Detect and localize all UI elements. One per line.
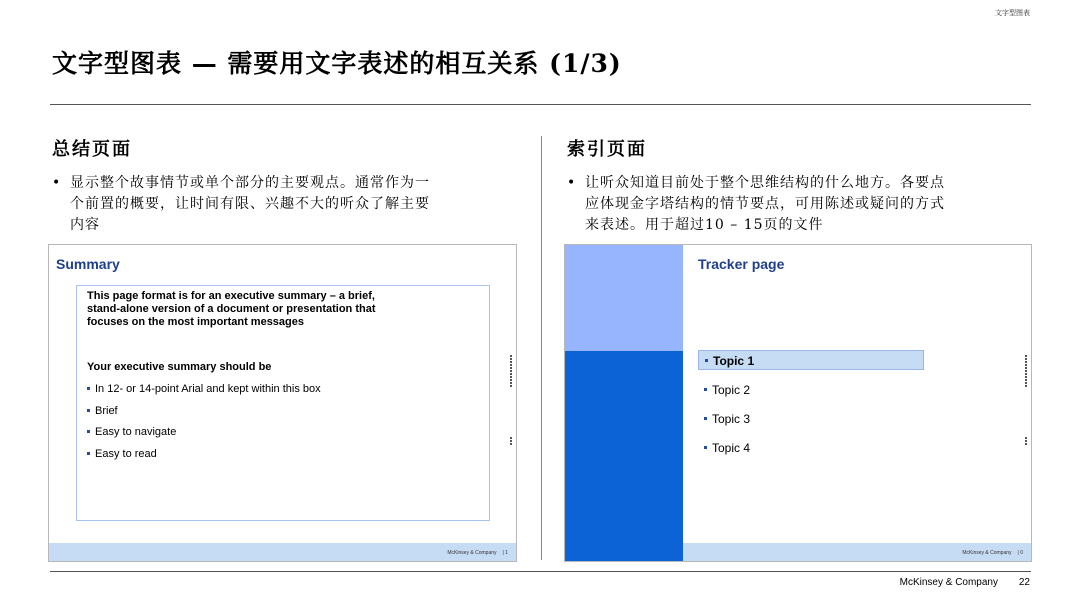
left-column-bullet bbox=[52, 173, 522, 239]
tracker-light-band bbox=[565, 245, 683, 351]
thumbnail-footer-page: | 0 bbox=[1017, 550, 1023, 556]
tracker-topic: Topic 4 bbox=[698, 438, 924, 458]
summary-intro bbox=[87, 290, 467, 329]
summary-thumbnail-footer bbox=[49, 543, 516, 561]
bullet-square-icon bbox=[87, 452, 90, 455]
bullet-square-icon bbox=[87, 409, 90, 412]
bullet-dot: • bbox=[567, 175, 577, 191]
tracker-heading: Tracker page bbox=[698, 256, 785, 272]
page-title: 文字型图表 — 需要用文字表述的相互关系 (1/3) bbox=[52, 49, 622, 78]
right-bullet-line-3: 来表述。用于超过10 – 15页的文件 bbox=[585, 217, 824, 233]
left-column-heading: 总结页面 bbox=[52, 139, 132, 160]
summary-item: Easy to read bbox=[87, 448, 157, 460]
tracker-thumbnail-footer bbox=[683, 543, 1031, 561]
bullet-dot: • bbox=[52, 175, 62, 191]
footer-brand: McKinsey & Company bbox=[899, 577, 998, 588]
side-tick-marks bbox=[510, 355, 513, 388]
summary-item: Brief bbox=[87, 405, 118, 417]
tracker-topic-active: Topic 1 bbox=[698, 350, 924, 370]
tracker-thumbnail bbox=[564, 244, 1032, 562]
right-column-heading: 索引页面 bbox=[567, 139, 647, 160]
title-divider bbox=[50, 104, 1031, 105]
tracker-topic: Topic 2 bbox=[698, 380, 924, 400]
side-tick-marks bbox=[1025, 437, 1028, 446]
summary-intro-line-1: This page format is for an executive summary – a brief, bbox=[87, 290, 375, 302]
summary-thumbnail bbox=[48, 244, 517, 562]
summary-item: In 12- or 14-point Arial and kept within this box bbox=[87, 383, 321, 395]
bullet-square-icon bbox=[705, 359, 708, 362]
footer-divider bbox=[50, 571, 1031, 572]
right-bullet-line-2: 应体现金字塔结构的情节要点，可用陈述或疑问的方式 bbox=[585, 196, 945, 212]
bullet-square-icon bbox=[704, 388, 707, 391]
left-bullet-line-1: 显示整个故事情节或单个部分的主要观点。通常作为一 bbox=[70, 175, 430, 191]
bullet-square-icon bbox=[704, 446, 707, 449]
footer-page-number: 22 bbox=[1018, 577, 1030, 588]
thumbnail-footer-brand: McKinsey & Company bbox=[447, 550, 497, 556]
bullet-square-icon bbox=[704, 417, 707, 420]
section-tracker-label: 文字型图表 bbox=[995, 9, 1030, 17]
bullet-square-icon bbox=[87, 430, 90, 433]
summary-content-box bbox=[76, 285, 490, 521]
summary-should-label: Your executive summary should be bbox=[87, 361, 272, 373]
column-divider bbox=[541, 136, 542, 560]
side-tick-marks bbox=[510, 437, 513, 446]
thumbnail-footer-brand: McKinsey & Company bbox=[962, 550, 1012, 556]
left-bullet-line-2: 个前置的概要，让时间有限、兴趣不大的听众了解主要 bbox=[70, 196, 430, 212]
left-bullet-line-3: 内容 bbox=[70, 217, 100, 233]
right-bullet-line-1: 让听众知道目前处于整个思维结构的什么地方。各要点 bbox=[585, 175, 945, 191]
thumbnail-footer-page: | 1 bbox=[502, 550, 508, 556]
bullet-square-icon bbox=[87, 387, 90, 390]
side-tick-marks bbox=[1025, 355, 1028, 388]
right-column-bullet bbox=[567, 173, 1037, 239]
summary-intro-line-2: stand-alone version of a document or presentation that bbox=[87, 303, 376, 315]
tracker-dark-band bbox=[565, 351, 683, 561]
summary-intro-line-3: focuses on the most important messages bbox=[87, 316, 304, 328]
summary-item: Easy to navigate bbox=[87, 426, 176, 438]
summary-heading: Summary bbox=[56, 256, 120, 272]
tracker-topic: Topic 3 bbox=[698, 409, 924, 429]
